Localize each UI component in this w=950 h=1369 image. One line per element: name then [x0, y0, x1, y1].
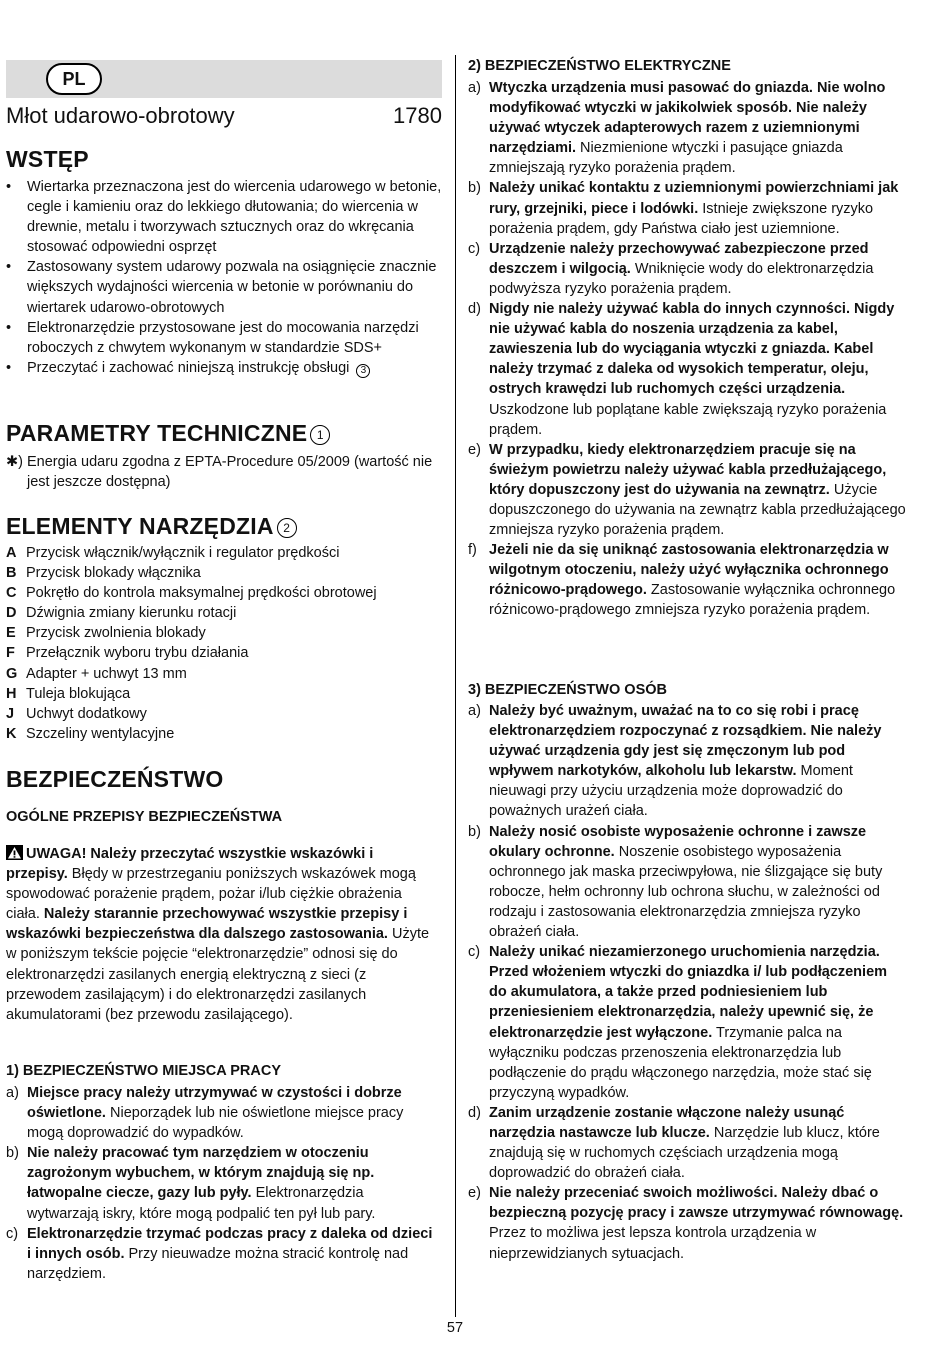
safety-item [6, 1083, 438, 1143]
intro-bullet-text: Przeczytać i zachować niniejszą instrukcję obsługi [27, 359, 350, 376]
component-key: J [6, 705, 15, 722]
component-key: H [6, 685, 17, 702]
component-label: Szczeliny wentylacyjne [26, 725, 175, 742]
component-item [6, 704, 442, 724]
item-marker: a) [6, 1085, 19, 1101]
item-bold: Należy unikać niezamierzonego uruchomienia narzędzia. Przed włożeniem wtyczki do gniazdka i/ lub podłączeniem do akumulatora, a także przed podniesieniem lub przeniesieniem elektronarzędzia, należy upewnić się, że elektronarzędzie jest wyłączone. [489, 944, 888, 1041]
item-marker: c) [468, 944, 481, 961]
component-label: Tuleja blokująca [26, 685, 131, 702]
item-marker: a) [468, 703, 481, 719]
warning-bold-text: Należy starannie przechowywać wszystkie przepisy i wskazówki bezpieczeństwa dla dalszego zastosowania. [6, 906, 408, 943]
safety-item [468, 942, 908, 1103]
tech-note [6, 452, 442, 492]
elements-heading: ELEMENTY NARZĘDZIA [6, 513, 274, 539]
safety-item [6, 1224, 438, 1284]
component-label: Przycisk zwolnienia blokady [26, 625, 206, 642]
intro-bullet: • Wiertarka przeznaczona jest do wiercenia udarowego w betonie, cegle i kamieniu oraz do lekkiego dłutowania; do wiercenia w drewnie, metalu i tworzywach sztucznych oraz do wkręcania stosować odpowiedni osprzęt [6, 177, 442, 257]
item-text: Narzędzie lub klucz, które znajdują się w ruchomych częściach urządzenia mogą doprowadzić do obrażeń ciała. [489, 1124, 880, 1182]
intro-section [6, 177, 442, 378]
figure-ref-badge: 3 [356, 364, 370, 378]
figure-ref-badge: 1 [310, 425, 330, 445]
component-key: G [6, 665, 18, 682]
warning-bold-text: UWAGA! Należy przeczytać wszystkie wskazówki i przepisy. [6, 846, 374, 883]
item-bold: Urządzenie należy przechowywać zabezpieczone przed deszczem i wilgocią. [489, 240, 869, 277]
safety-item [468, 440, 908, 540]
item-marker: b) [468, 823, 481, 840]
item-marker: d) [468, 301, 481, 318]
safety-item [468, 1103, 908, 1183]
item-marker: c) [468, 240, 481, 257]
component-key: F [6, 645, 15, 662]
intro-bullet: • Elektronarzędzie przystosowane jest do mocowania narzędzi roboczych z chwytem wykonanym w standardzie SDS+ [6, 318, 442, 358]
item-text: Przez to możliwa jest lepsza kontrola urządzenia w nieprzewidzianych sytuacjach. [489, 1225, 817, 1262]
safety-item [468, 178, 908, 238]
component-list [6, 543, 442, 744]
language-bar [6, 60, 442, 98]
item-bold: Należy unikać kontaktu z uziemnionymi powierzchniami jak rury, grzejniki, piece i lodówki. [489, 180, 899, 217]
component-item [6, 643, 442, 663]
tech-heading: PARAMETRY TECHNICZNE [6, 420, 308, 446]
component-key: E [6, 625, 16, 642]
item-bold: Nigdy nie należy używać kabla do innych czynności. Nigdy nie używać kabla do noszenia urządzenia za kabel, zawieszenia lub do wyciągania wtyczki z gniazda. Kabel należy trzymać z daleka od wysokich temperatur, oleju, ostrych krawędzi lub ruchomych części urządzenia. [489, 301, 895, 398]
warning-text: Użyte w poniższym tekście pojęcie “elektronarzędzie” odnosi się do elektronarzędzi zasilanych energią elektryczną z sieci (z przewodem zasilającym) i do elektronarzędzi zasilanych akumulatorami (bez przewodu zasilającego). [6, 926, 430, 1023]
item-bold: Elektronarzędzie trzymać podczas pracy z daleka od dzieci i innych osób. [27, 1225, 433, 1262]
personal-safety-list [468, 701, 908, 1264]
language-badge: PL [46, 63, 102, 95]
item-marker: d) [468, 1104, 481, 1121]
workplace-safety-section [6, 1083, 438, 1284]
intro-bullet [6, 358, 442, 378]
item-text: Elektronarzędzia wytwarzają iskry, które mogą podpalić ten pył lub pary. [27, 1185, 376, 1222]
item-text: Uszkodzone lub poplątane kable zwiększają ryzyko porażenia prądem. [489, 401, 887, 438]
item-marker: a) [468, 80, 481, 96]
electrical-safety-list [468, 78, 908, 621]
item-bold: Jeżeli nie da się uniknąć zastosowania elektronarzędzia w wilgotnym otoczeniu, należy użyć wyłącznika ochronnego różnicowo-prądowego. [489, 542, 889, 599]
elements-heading-row [6, 513, 297, 540]
item-text: Nieporządek lub nie oświetlone miejsce pracy mogą doprowadzić do wypadków. [27, 1105, 404, 1142]
item-bold: Zanim urządzenie zostanie włączone należy usunąć narzędzia nastawcze lub klucze. [489, 1104, 845, 1141]
page-title-row [6, 103, 442, 129]
warning-paragraph [6, 844, 436, 1025]
tech-note-text: Energia udaru zgodna z EPTA-Procedure 05/2009 (wartość nie jest jeszcze dostępna) [27, 454, 433, 491]
component-item [6, 583, 442, 603]
component-key: A [6, 545, 17, 561]
item-bold: Należy nosić osobiste wyposażenie ochronne i zawsze okulary ochronne. [489, 823, 867, 860]
workplace-safety-list [6, 1083, 438, 1284]
component-item [6, 684, 442, 704]
component-label: Uchwyt dodatkowy [26, 705, 147, 722]
tech-heading-row [6, 420, 330, 447]
warning-triangle-icon [6, 845, 23, 860]
intro-bullet: • Zastosowany system udarowy pozwala na osiągnięcie znacznie większych wydajności wiercenia w betonie w porównaniu do wiertarek udarowo-obrotowych [6, 257, 442, 317]
item-marker: f) [468, 542, 477, 559]
safety-item [468, 299, 908, 440]
safety-heading: BEZPIECZEŃSTWO [6, 766, 224, 792]
item-text: Trzymanie palca na wyłączniku podczas przenoszenia elektronarzędzia lub podłączenie do prądu włączonego narzędzia, może stać się przyczyną wypadków. [489, 1024, 872, 1101]
component-item [6, 623, 442, 643]
safety-item [468, 1183, 908, 1263]
component-key: B [6, 565, 17, 582]
component-label: Przełącznik wyboru trybu działania [26, 645, 249, 662]
electrical-safety-heading: 2) BEZPIECZEŃSTWO ELEKTRYCZNE [468, 58, 731, 74]
component-label: Adapter + uchwyt 13 mm [26, 665, 187, 682]
item-bold: Należy być uważnym, uważać na to co się robi i pracę elektronarzędziem rozpoczynać z rozsądkiem. Nie należy używać urządzenia gdy jest się zmęczonym lub pod wpływem narkotyków, alkoholu lub lekarstw. [489, 703, 882, 780]
item-bold: Nie należy pracować tym narzędziem w otoczeniu zagrożonym wybuchem, w którym znajdują się np. łatwopalne ciecze, gazy lub pyły. [27, 1145, 375, 1202]
model-number: 1780 [393, 103, 442, 128]
item-text: Przy nieuwadze można stracić kontrolę nad narzędziem. [27, 1245, 409, 1282]
component-item [6, 724, 442, 744]
component-key: K [6, 725, 17, 742]
component-key: D [6, 605, 17, 622]
item-bold: Wtyczka urządzenia musi pasować do gniazda. Nie wolno modyfikować wtyczki w jakikolwiek sposób. Nie należy używać wtyczek adapterowych razem z uziemnionymi narzędziami. [489, 80, 886, 157]
safety-item [6, 1143, 438, 1223]
item-text: Niezmienione wtyczki i pasujące gniazda zmniejszają ryzyko porażenia prądem. [489, 140, 843, 177]
personal-safety-section [468, 701, 908, 1264]
column-divider [455, 55, 456, 1317]
item-text: Noszenie osobistego wyposażenia ochronnego jak maska przeciwpyłowa, nie ślizgające się buty robocze, hełm ochronny lub ochrona słuchu, w zależności od rodzaju i zastosowania elektronarzędzia zmniejsza ryzyko obrażeń ciała. [489, 843, 883, 941]
safety-item [468, 822, 908, 943]
item-marker: b) [6, 1145, 19, 1162]
intro-heading: WSTĘP [6, 146, 89, 172]
safety-item [468, 540, 908, 620]
asterisk-marker: ✱) [6, 454, 23, 470]
page-number: 57 [446, 1320, 464, 1336]
item-marker: b) [468, 180, 481, 197]
warning-text: Błędy w przestrzeganiu poniższych wskazówek mogą spowodować porażenie prądem, pożar i/lub ciężkie obrażenia ciała. [6, 866, 416, 923]
safety-item [468, 239, 908, 299]
intro-bullet-list [6, 177, 442, 378]
component-label: Przycisk włącznik/wyłącznik i regulator prędkości [26, 545, 340, 561]
workplace-safety-heading: 1) BEZPIECZEŃSTWO MIEJSCA PRACY [6, 1063, 281, 1079]
elements-section [6, 543, 442, 744]
safety-item [468, 78, 908, 178]
figure-ref-badge: 2 [277, 518, 297, 538]
component-label: Pokrętło do kontrola maksymalnej prędkości obrotowej [26, 585, 377, 602]
page-title: Młot udarowo-obrotowy [6, 103, 235, 128]
item-text: Wniknięcie wody do elektronarzędzia podwyższa ryzyko porażenia prądem. [489, 260, 874, 297]
component-key: C [6, 585, 17, 602]
component-item [6, 664, 442, 684]
general-safety-heading: OGÓLNE PRZEPISY BEZPIECZEŃSTWA [6, 809, 283, 825]
component-item [6, 563, 442, 583]
item-text: Moment nieuwagi przy użyciu urządzenia może doprowadzić do poważnych urażeń ciała. [489, 763, 853, 820]
electrical-safety-section [468, 78, 908, 621]
item-marker: e) [468, 441, 481, 458]
item-bold: Nie należy przeceniać swoich możliwości. Należy dbać o bezpieczną pozycję pracy i zawsze utrzymywać równowagę. [489, 1185, 904, 1222]
item-bold: Miejsce pracy należy utrzymywać w czystości i dobrze oświetlone. [27, 1085, 402, 1122]
item-bold: W przypadku, kiedy elektronarzędziem pracuje się na świeżym powietrzu należy używać kabla przedłużającego, który dopuszczony jest do używania na zewnątrz. [489, 441, 887, 498]
safety-item [468, 701, 908, 822]
item-text: Użycie dopuszczonego do używania na zewnątrz kabla przedłużającego zmniejsza ryzyko porażenia prądem. [489, 481, 906, 539]
item-marker: e) [468, 1185, 481, 1202]
item-text: Istnieje zwiększone ryzyko porażenia prądem, gdy Państwa ciało jest uziemnione. [489, 200, 874, 237]
component-label: Dźwignia zmiany kierunku rotacji [26, 605, 237, 622]
component-label: Przycisk blokady włącznika [26, 565, 201, 582]
component-item [6, 543, 442, 563]
component-item [6, 603, 442, 623]
item-text: Zastosowanie wyłącznika ochronnego różnicowo-prądowego zmniejsza ryzyko porażenia prądem. [489, 582, 896, 619]
item-marker: c) [6, 1225, 19, 1242]
personal-safety-heading: 3) BEZPIECZEŃSTWO OSÓB [468, 682, 667, 698]
